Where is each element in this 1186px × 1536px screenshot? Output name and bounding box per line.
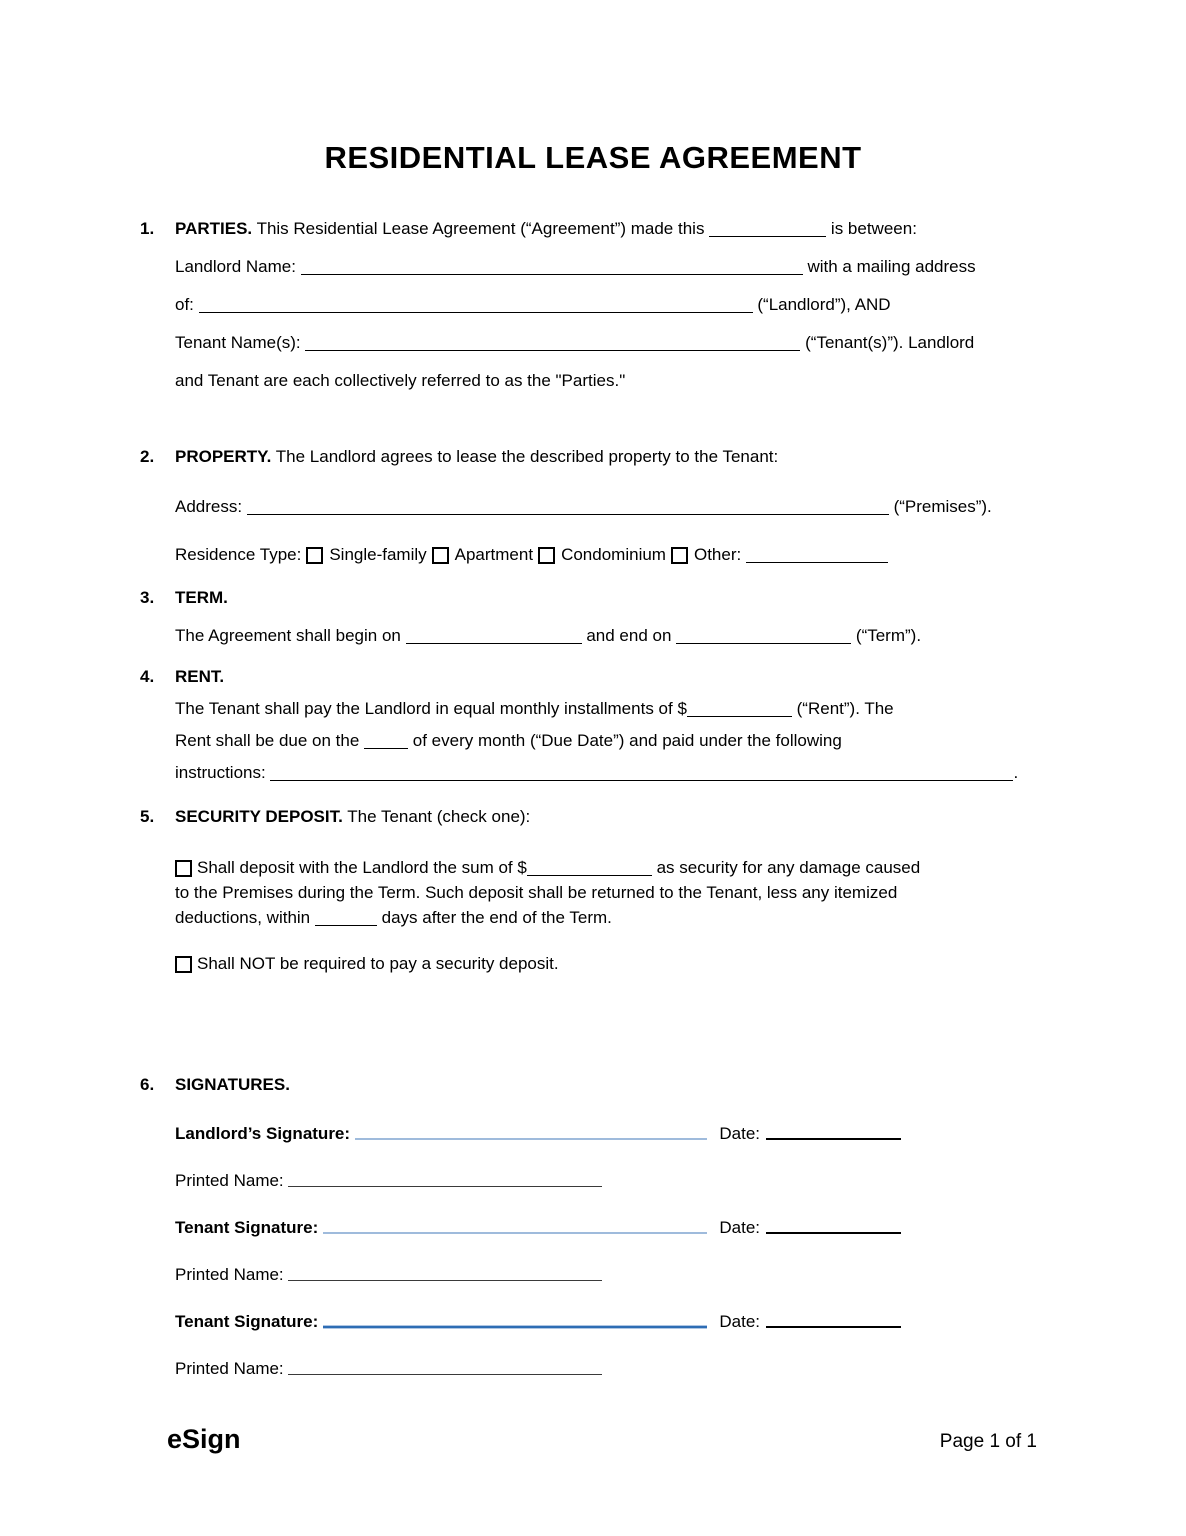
deposit-option1-line3-after-text: days after the end of the Term. (381, 908, 612, 927)
term-end-date-blank[interactable] (676, 632, 851, 644)
tenant1-signature-label: Tenant Signature: (175, 1218, 319, 1237)
landlord-address-after-text: (“Landlord”), AND (757, 295, 891, 314)
deposit-option2-text: Shall NOT be required to pay a security deposit. (197, 954, 559, 973)
landlord-name-label: Landlord Name: (175, 257, 296, 276)
rent-due-day-blank[interactable] (364, 737, 408, 749)
property-intro-text: The Landlord agrees to lease the described property to the Tenant: (275, 447, 779, 466)
tenant1-signature-line[interactable] (323, 1232, 707, 1234)
printed-name-label: Printed Name: (175, 1265, 284, 1284)
section-term (140, 579, 1070, 655)
tenant1-printed-name-line[interactable] (288, 1280, 602, 1281)
deposit-amount-blank[interactable] (527, 864, 652, 876)
section-parties (140, 210, 1070, 400)
section-property (140, 438, 1070, 574)
esign-logo: eSign (167, 1424, 241, 1454)
landlord-address-label: of: (175, 295, 194, 314)
page-number-label: Page 1 of 1 (939, 1431, 1037, 1452)
term-begin-text: The Agreement shall begin on (175, 626, 401, 645)
tenant1-printed-name-row (175, 1259, 901, 1285)
parties-closing-text: and Tenant are each collectively referred to as the "Parties." (175, 371, 626, 390)
rent-instructions-label: instructions: (175, 763, 266, 782)
landlord-signature-row (175, 1118, 901, 1144)
deposit-option1-line1-text: Shall deposit with the Landlord the sum of $ (197, 858, 527, 877)
tenant1-signature-row (175, 1212, 901, 1238)
landlord-name-blank[interactable] (301, 263, 803, 275)
date-label: Date: (719, 1218, 760, 1237)
section-number: 3. (140, 588, 155, 607)
checkbox-single-family[interactable] (306, 547, 323, 564)
rent-line3-after-text: . (1013, 763, 1019, 782)
section-heading: RENT. (175, 667, 225, 686)
security-intro-text: The Tenant (check one): (347, 807, 531, 826)
landlord-signature-label: Landlord’s Signature: (175, 1124, 351, 1143)
checkbox-apartment[interactable] (432, 547, 449, 564)
term-middle-text: and end on (586, 626, 672, 645)
rent-line2-text: Rent shall be due on the (175, 731, 360, 750)
tenant2-signature-label: Tenant Signature: (175, 1312, 319, 1331)
section-heading: TERM. (175, 588, 228, 607)
property-address-label: Address: (175, 497, 243, 516)
checkbox-other[interactable] (671, 547, 688, 564)
date-label: Date: (719, 1124, 760, 1143)
checkbox-condominium[interactable] (538, 547, 555, 564)
rent-amount-blank[interactable] (687, 705, 792, 717)
parties-intro-text: This Residential Lease Agreement (“Agreement”) made this (256, 219, 705, 238)
property-address-blank[interactable] (247, 503, 889, 515)
section-heading: PROPERTY. (175, 447, 272, 466)
tenant-names-blank[interactable] (305, 339, 800, 351)
term-start-date-blank[interactable] (406, 632, 582, 644)
landlord-printed-name-line[interactable] (288, 1186, 602, 1187)
option-apartment-label: Apartment (454, 545, 534, 564)
property-address-after-text: (“Premises”). (893, 497, 992, 516)
section-heading: SIGNATURES. (175, 1075, 290, 1094)
option-other-label: Other: (693, 545, 742, 564)
document-title: RESIDENTIAL LEASE AGREEMENT (324, 140, 862, 175)
landlord-name-after-text: with a mailing address (807, 257, 976, 276)
printed-name-label: Printed Name: (175, 1171, 284, 1190)
section-number: 2. (140, 447, 155, 466)
checkbox-deposit-required[interactable] (175, 860, 192, 877)
section-signatures (140, 1066, 1070, 1379)
rent-line2-after-text: of every month (“Due Date”) and paid under the following (412, 731, 842, 750)
printed-name-label: Printed Name: (175, 1359, 284, 1378)
term-after-text: (“Term”). (855, 626, 922, 645)
option-single-family-label: Single-family (329, 545, 427, 564)
section-security-deposit (140, 801, 1070, 976)
agreement-date-blank[interactable] (709, 225, 826, 237)
landlord-printed-name-row (175, 1165, 901, 1191)
section-number: 1. (140, 219, 155, 238)
tenant-names-after-text: (“Tenant(s)”). Landlord (805, 333, 975, 352)
option-condominium-label: Condominium (561, 545, 666, 564)
tenant2-printed-name-row (175, 1353, 901, 1379)
deposit-option1-line3-text: deductions, within (175, 908, 311, 927)
tenant2-printed-name-line[interactable] (288, 1374, 602, 1375)
section-number: 4. (140, 667, 155, 686)
tenant2-signature-line[interactable] (323, 1325, 707, 1329)
tenant2-date-line[interactable] (766, 1326, 901, 1328)
section-rent (140, 661, 1070, 789)
section-heading: SECURITY DEPOSIT. (175, 807, 343, 826)
section-heading: PARTIES. (175, 219, 253, 238)
landlord-date-line[interactable] (766, 1138, 901, 1140)
deposit-days-blank[interactable] (315, 914, 377, 926)
tenant-names-label: Tenant Name(s): (175, 333, 301, 352)
rent-line1-after-text: (“Rent”). The (796, 699, 894, 718)
checkbox-deposit-not-required[interactable] (175, 956, 192, 973)
landlord-address-blank[interactable] (199, 301, 753, 313)
residence-other-blank[interactable] (746, 551, 888, 563)
deposit-option1-line1-after-text: as security for any damage caused (656, 858, 921, 877)
tenant2-signature-row (175, 1306, 901, 1332)
rent-instructions-blank[interactable] (270, 769, 1013, 781)
section-number: 6. (140, 1075, 155, 1094)
residence-type-label: Residence Type: (175, 545, 302, 564)
tenant1-date-line[interactable] (766, 1232, 901, 1234)
section-number: 5. (140, 807, 155, 826)
parties-intro-after-text: is between: (830, 219, 917, 238)
landlord-signature-line[interactable] (355, 1138, 707, 1140)
rent-line1-text: The Tenant shall pay the Landlord in equal monthly installments of $ (175, 699, 687, 718)
date-label: Date: (719, 1312, 760, 1331)
deposit-option1-line2-text: to the Premises during the Term. Such deposit shall be returned to the Tenant, less any itemized (175, 883, 898, 902)
